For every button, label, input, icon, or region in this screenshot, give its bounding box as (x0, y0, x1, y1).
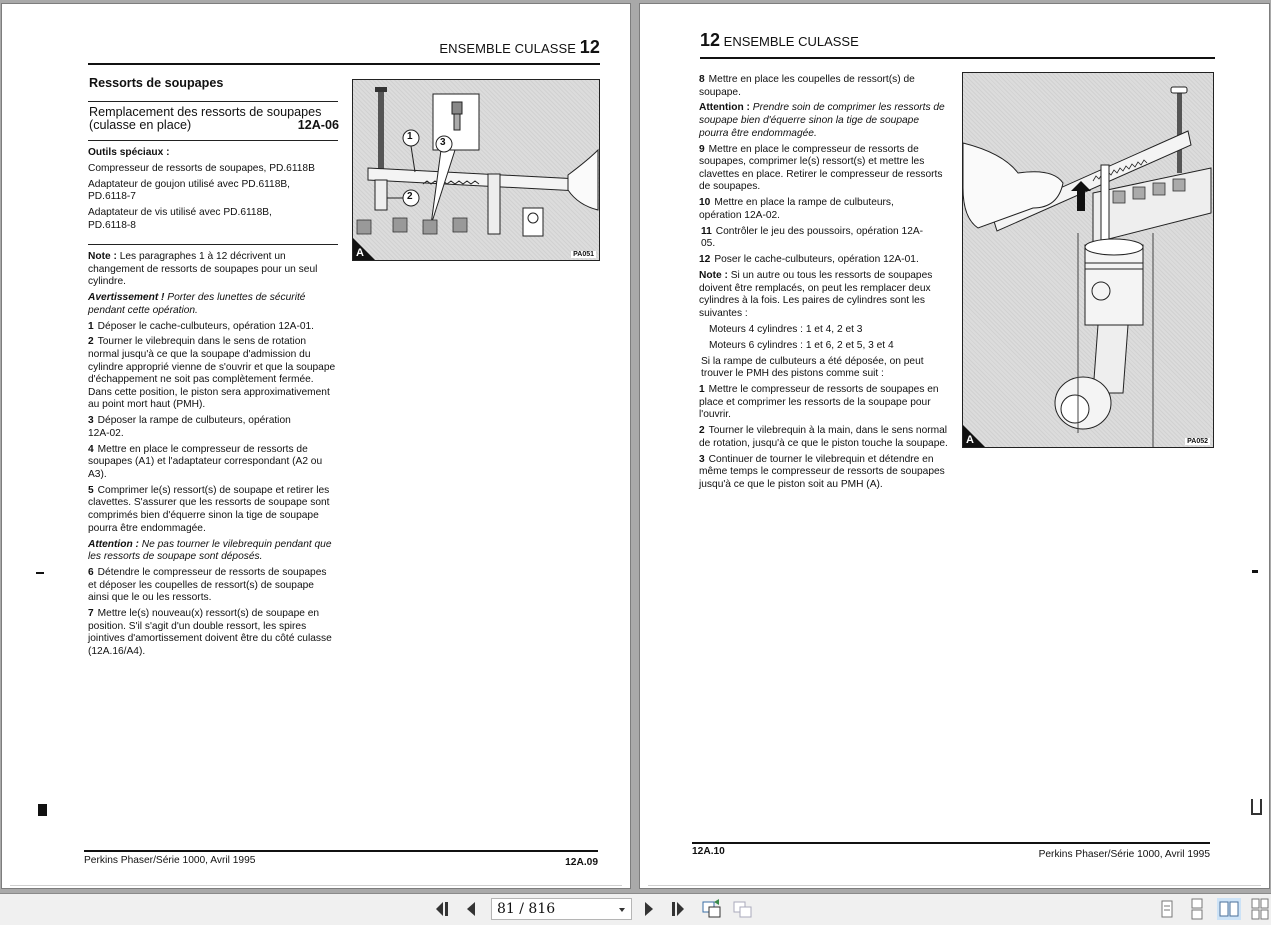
step-number: 6 (88, 567, 94, 579)
tool-item: Compresseur de ressorts de soupapes, PD.6118B (88, 162, 315, 174)
navigation-toolbar (0, 893, 1271, 925)
step-text: Comprimer le(s) ressort(s) de soupape et retirer les clavettes. S'assurer que les ressorts de soupape sont comprimés bien d'équerre sinon la tige de soupape pourra être endommagée. (88, 484, 330, 534)
attention-paragraph (88, 539, 336, 564)
step-10 (699, 197, 914, 222)
step-text: Continuer de tourner le vilebrequin et détendre en même temps le compresseur de ressorts de soupapes jusqu'à ce que le piston soit au PMH (A). (699, 453, 945, 490)
step-number: 2 (88, 336, 94, 348)
footer-page-code: 12A.10 (692, 846, 725, 857)
attention-paragraph (699, 102, 949, 140)
note-text: Si un autre ou tous les ressorts de soupapes doivent être remplacés, on peut les remplacer deux cylindres à la fois. Les paires de cylindres sont les suivantes : (699, 270, 933, 319)
step-text: Tourner le vilebrequin dans le sens de rotation normal jusqu'à ce que la soupape d'admission du cylindre approprié vienne de s'ouvrir et que la soupape d'échappement ne soit pas complètement fermée. Dans cette position, le piston sera approximativement au point mort haut (PMH). (88, 336, 336, 411)
callout-3: 3 (440, 137, 446, 148)
step-number: 9 (699, 143, 705, 155)
first-page-icon (433, 901, 451, 917)
previous-view-icon (701, 899, 723, 919)
step-8 (699, 74, 949, 99)
single-page-view-button[interactable] (1155, 898, 1179, 920)
step-number: 2 (699, 425, 705, 437)
first-page-button[interactable] (431, 899, 453, 919)
attention-text: Prendre soin de comprimer les ressorts de soupape bien d'équerre sinon la tige de soupape pourra être endommagée. (699, 102, 945, 139)
page-left (2, 4, 630, 888)
note-paragraph (699, 270, 949, 320)
step-text: Détendre le compresseur de ressorts de soupapes et déposer les coupelles de ressort(s) de soupape ainsi que le ou les ressorts. (88, 567, 327, 604)
footer-publication: Perkins Phaser/Série 1000, Avril 1995 (1038, 849, 1210, 860)
cylinder-pairs-4: Moteurs 4 cylindres : 1 et 4, 2 et 3 (709, 323, 863, 335)
step-number: 12 (699, 254, 711, 266)
scan-mark (36, 572, 44, 574)
next-view-icon (732, 899, 754, 919)
scan-mark (1252, 570, 1258, 573)
previous-page-button[interactable] (461, 899, 481, 919)
attention-label: Attention : (699, 102, 750, 114)
previous-view-button[interactable] (700, 899, 724, 919)
two-page-view-button[interactable] (1217, 898, 1241, 920)
last-page-button[interactable] (667, 899, 689, 919)
step-1 (88, 321, 336, 334)
page-indicator: 81 / 816 (497, 901, 556, 917)
footer-rule (84, 850, 598, 852)
figure-letter: A (356, 247, 364, 259)
illustration (963, 73, 1213, 447)
page-number-select[interactable] (491, 898, 632, 920)
step-7 (88, 608, 336, 658)
last-page-icon (669, 901, 687, 917)
step-number: 8 (699, 74, 705, 85)
next-page-icon (642, 901, 656, 917)
step-3 (88, 415, 313, 440)
step-text: Tourner le vilebrequin à la main, dans le sens normal de rotation, jusqu'à ce que le piston touche la soupape. (699, 425, 948, 449)
continuous-icon (1185, 898, 1209, 920)
footer-page-code: 12A.09 (565, 857, 598, 868)
next-view-button[interactable] (731, 899, 755, 919)
pmh-step-1 (699, 384, 949, 422)
header-title: ENSEMBLE CULASSE (723, 34, 859, 49)
step-6 (88, 567, 336, 605)
step-text: Mettre en place la rampe de culbuteurs, opération 12A-02. (699, 197, 894, 221)
step-4 (88, 444, 336, 482)
tools-heading: Outils spéciaux : (88, 147, 170, 158)
step-number: 3 (699, 453, 705, 465)
page-header (700, 30, 859, 51)
divider (88, 101, 338, 102)
step-number: 1 (88, 320, 94, 332)
step-5 (88, 485, 336, 535)
procedure-text-right (699, 74, 949, 495)
warning-text: Porter des lunettes de sécurité pendant cette opération. (88, 292, 306, 316)
tool-item: Adaptateur de goujon utilisé avec PD.6118B, PD.6118-7 (88, 178, 290, 203)
tool-item: Adaptateur de vis utilisé avec PD.6118B, PD.6118-8 (88, 207, 272, 231)
operation-subtitle (89, 106, 339, 132)
step-number: 3 (88, 415, 94, 427)
step-text: Contrôler le jeu des poussoirs, opération 12A-05. (701, 225, 924, 250)
note-label: Note : (88, 251, 117, 262)
step-number: 5 (88, 484, 94, 496)
step-text: Déposer la rampe de culbuteurs, opération 12A-02. (88, 415, 291, 439)
header-title: ENSEMBLE CULASSE (439, 41, 577, 56)
footer-publication: Perkins Phaser/Série 1000, Avril 1995 (84, 855, 256, 866)
step-number: 1 (699, 384, 705, 396)
single-page-icon (1155, 898, 1179, 920)
header-rule (700, 57, 1215, 59)
cylinder-pairs-6: Moteurs 6 cylindres : 1 et 6, 2 et 5, 3 et 4 (709, 339, 894, 351)
step-text: Mettre en place les coupelles de ressort(s) de soupape. (699, 74, 915, 98)
figure-reference: PA051 (573, 251, 594, 258)
callout-1: 1 (407, 131, 413, 142)
scan-edge (648, 885, 1261, 886)
callout-2: 2 (407, 191, 413, 202)
two-page-continuous-icon (1249, 898, 1271, 920)
step-text: Mettre le(s) nouveau(x) ressort(s) de soupape en position. S'il s'agit d'un double ressort, les spires jointives d'amortissement doivent être du côté culasse (12A.16/A4). (88, 608, 332, 657)
page-right (640, 4, 1269, 888)
step-text: Mettre en place le compresseur de ressorts de soupapes, comprimer le(s) ressort(s) et mettre les clavettes en place. Retirer le compresseur de ressorts de soupapes. (699, 143, 943, 193)
note-label: Note : (699, 270, 728, 282)
two-page-continuous-view-button[interactable] (1249, 898, 1271, 920)
attention-label: Attention : (88, 538, 139, 550)
note-text: Les paragraphes 1 à 12 décrivent un changement de ressorts de soupapes pour un seul cylindre. (88, 251, 318, 288)
header-chapter-number: 12 (700, 30, 721, 50)
divider (88, 140, 338, 141)
step-text: Mettre le compresseur de ressorts de soupapes en place et comprimer les ressorts de la soupape pour l'ouvrir. (699, 384, 939, 421)
header-rule (88, 63, 600, 65)
scan-mark (1251, 799, 1262, 815)
next-page-button[interactable] (639, 899, 659, 919)
procedure-text-left (88, 251, 336, 662)
step-number: 11 (701, 225, 712, 237)
step-text: Déposer le cache-culbuteurs, opération 12A-01. (97, 320, 315, 332)
note-paragraph (88, 251, 336, 289)
figure-valve-spring-compressor (352, 79, 600, 261)
pmh-step-3 (699, 454, 949, 492)
scan-edge (10, 885, 622, 886)
step-12 (699, 254, 949, 267)
step-number: 7 (88, 608, 94, 620)
illustration (353, 80, 599, 260)
two-page-icon (1217, 898, 1241, 920)
step-text: Poser le cache-culbuteurs, opération 12A-01. (714, 254, 919, 266)
attention-text: Ne pas tourner le vilebrequin pendant que les ressorts de soupape sont déposés. (88, 538, 332, 563)
subtitle-line-2: (culasse en place) (89, 118, 192, 132)
step-11 (699, 226, 926, 251)
step-text: Mettre en place le compresseur de ressorts de soupapes (A1) et l'adaptateur correspondant (A2 ou A3). (88, 443, 323, 480)
continuous-view-button[interactable] (1185, 898, 1209, 920)
step-number: 10 (699, 197, 711, 209)
previous-page-icon (464, 901, 478, 917)
section-title: Ressorts de soupapes (89, 76, 224, 90)
header-chapter-number: 12 (579, 37, 600, 57)
step-number: 4 (88, 443, 94, 455)
pmh-intro: Si la rampe de culbuteurs a été déposée, on peut trouver le PMH des pistons comme suit : (701, 355, 924, 380)
footer-rule (692, 842, 1210, 844)
step-2 (88, 336, 336, 412)
pmh-step-2 (699, 425, 949, 450)
figure-piston-tdc (962, 72, 1214, 448)
step-9 (699, 144, 949, 194)
operation-code: 12A-06 (297, 118, 339, 132)
warning-paragraph (88, 292, 336, 317)
warning-label: Avertissement ! (88, 292, 165, 304)
page-header (439, 37, 600, 58)
figure-letter: A (966, 434, 974, 446)
special-tools (88, 147, 338, 236)
subtitle-line-1: Remplacement des ressorts de soupapes (89, 105, 322, 119)
divider (88, 244, 338, 245)
scan-mark (38, 804, 47, 816)
chevron-down-icon (619, 908, 625, 912)
figure-reference: PA052 (1187, 438, 1208, 445)
